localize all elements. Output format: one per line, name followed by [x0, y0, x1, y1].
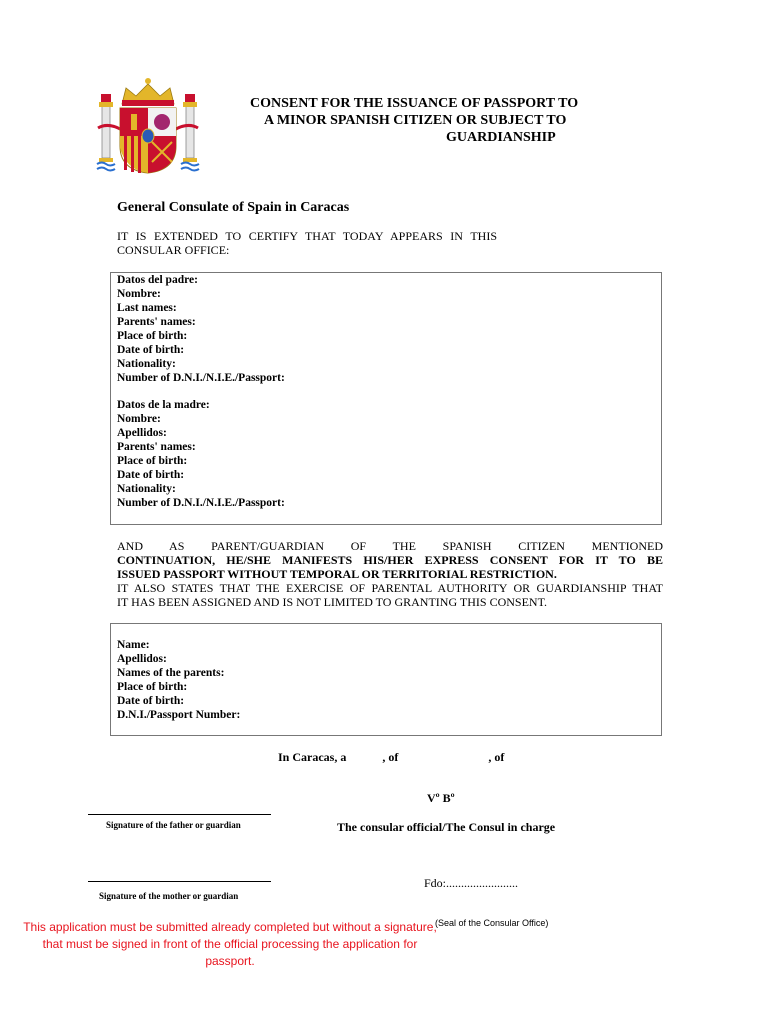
mother-field: Parents' names:: [117, 441, 196, 453]
father-field: Date of birth:: [117, 344, 185, 356]
vb-approval: Vº Bº: [427, 791, 455, 805]
father-field: Parents' names:: [117, 316, 196, 328]
minor-data-box: [110, 623, 662, 736]
minor-field: Date of birth:: [117, 695, 185, 707]
consulate-name: General Consulate of Spain in Caracas: [117, 200, 350, 215]
father-field: Nombre:: [117, 288, 161, 300]
father-heading: Datos del padre:: [117, 274, 198, 286]
father-signature-line: [88, 814, 271, 815]
minor-field: Apellidos:: [117, 653, 167, 665]
minor-field: Names of the parents:: [117, 667, 225, 679]
mother-field: Apellidos:: [117, 427, 167, 439]
consent-line-3: ISSUED PASSPORT WITHOUT TEMPORAL OR TERRITORIAL RESTRICTION.: [117, 567, 557, 581]
consent-line-5: IT HAS BEEN ASSIGNED AND IS NOT LIMITED TO GRANTING THIS CONSENT.: [117, 595, 548, 609]
father-field: Number of D.N.I./N.I.E./Passport:: [117, 372, 285, 384]
mother-field: Number of D.N.I./N.I.E./Passport:: [117, 497, 285, 509]
minor-field: Place of birth:: [117, 681, 188, 693]
submission-notice: This application must be submitted already completed but without a signature, that must be signed in front of the official processing the application for passport.: [23, 920, 437, 968]
mother-signature-line: [88, 881, 271, 882]
consent-paragraph: [117, 539, 663, 609]
consent-line-2: CONTINUATION, HE/SHE MANIFESTS HIS/HER EXPRESS CONSENT FOR IT TO BE: [117, 553, 663, 567]
consent-line-1: AND AS PARENT/GUARDIAN OF THE SPANISH CITIZEN MENTIONED: [117, 539, 663, 553]
mother-field: Nationality:: [117, 483, 176, 495]
place-date-line: In Caracas, a , of , of: [278, 750, 505, 764]
title-line-2: A MINOR SPANISH CITIZEN OR SUBJECT TO: [264, 113, 567, 128]
minor-field: D.N.I./Passport Number:: [117, 709, 241, 721]
father-signature-label: Signature of the father or guardian: [106, 820, 241, 830]
father-field: Last names:: [117, 302, 177, 314]
mother-heading: Datos de la madre:: [117, 399, 210, 411]
father-field: Place of birth:: [117, 330, 188, 342]
mother-field: Place of birth:: [117, 455, 188, 467]
fdo-signature-field: Fdo:........................: [424, 876, 519, 890]
title-line-1: CONSENT FOR THE ISSUANCE OF PASSPORT TO: [250, 96, 579, 111]
coat-of-arms-emblem: [96, 76, 200, 176]
consent-line-4: IT ALSO STATES THAT THE EXERCISE OF PARENTAL AUTHORITY OR GUARDIANSHIP THAT: [117, 581, 663, 595]
certify-text: IT IS EXTENDED TO CERTIFY THAT TODAY APPEARS IN THIS CONSULAR OFFICE:: [117, 229, 497, 257]
mother-field: Nombre:: [117, 413, 161, 425]
father-field: Nationality:: [117, 358, 176, 370]
document-title: [230, 95, 630, 146]
consul-label: The consular official/The Consul in charge: [337, 820, 556, 834]
mother-signature-label: Signature of the mother or guardian: [99, 891, 239, 901]
seal-label: (Seal of the Consular Office): [435, 918, 549, 928]
parents-data-box: [110, 272, 662, 525]
minor-field: Name:: [117, 639, 150, 651]
mother-field: Date of birth:: [117, 469, 185, 481]
title-line-3: GUARDIANSHIP: [446, 130, 556, 145]
